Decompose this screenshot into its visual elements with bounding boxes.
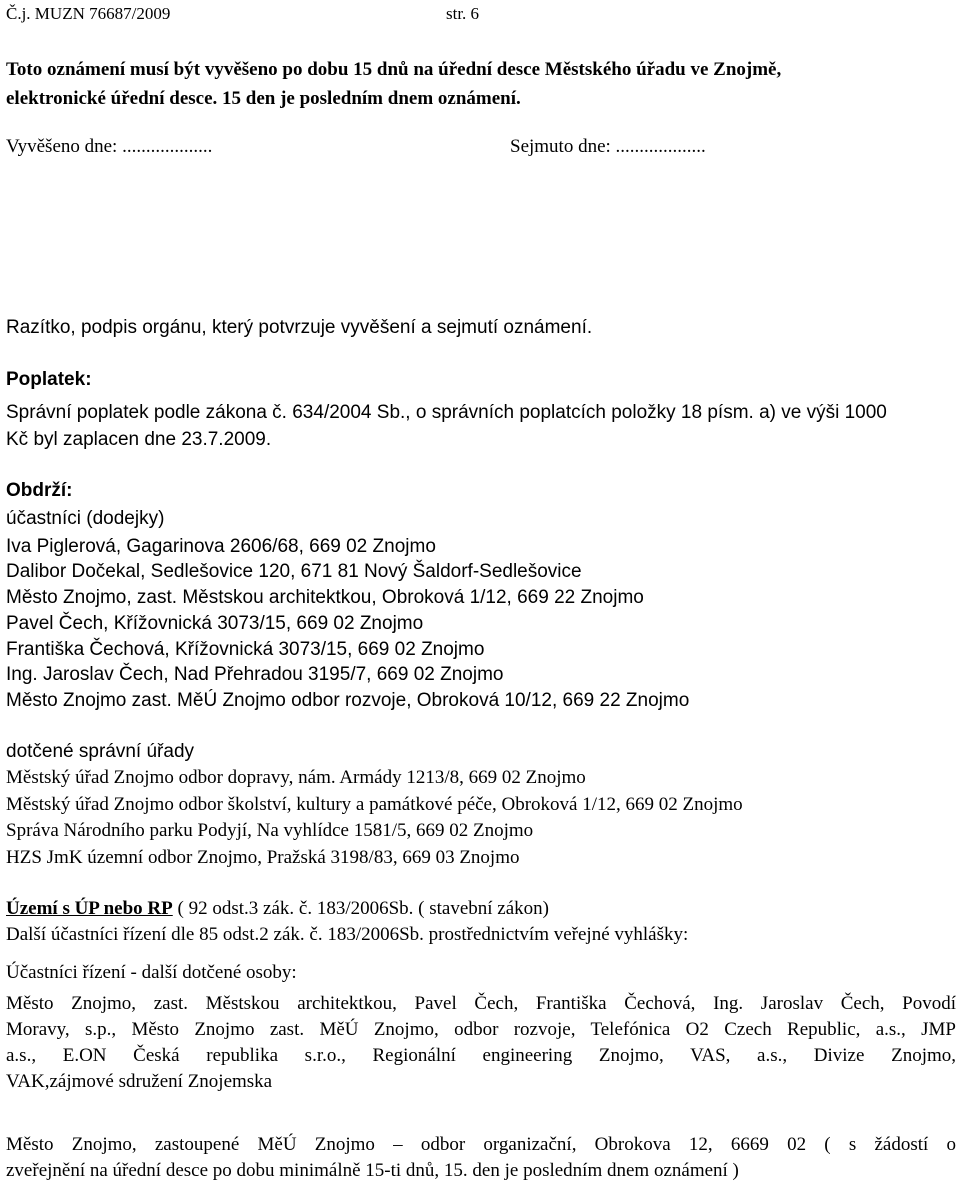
fee-heading: Poplatek: bbox=[6, 369, 92, 390]
final-recipient-line: zveřejnění na úřední desce po dobu minimálně 15-ti dnů, 15. den je posledním dnem oznámení ) bbox=[6, 1160, 739, 1181]
fee-line-1: Správní poplatek podle zákona č. 634/2004 Sb., o správních poplatcích položky 18 písm. a) ve výši 1000 bbox=[6, 402, 887, 423]
authority-line: Městský úřad Znojmo odbor dopravy, nám. Armády 1213/8, 669 02 Znojmo bbox=[6, 767, 586, 788]
authority-line: Správa Národního parku Podyjí, Na vyhlídce 1581/5, 669 02 Znojmo bbox=[6, 820, 534, 841]
stamp-note: Razítko, podpis orgánu, který potvrzuje vyvěšení a sejmutí oznámení. bbox=[6, 317, 593, 338]
document-reference: Č.j. MUZN 76687/2009 bbox=[6, 4, 171, 23]
authority-line: HZS JmK územní odbor Znojmo, Pražská 3198/83, 669 03 Znojmo bbox=[6, 847, 520, 868]
recipients-heading: Obdrží: bbox=[6, 480, 73, 501]
authorities-label: dotčené správní úřady bbox=[6, 741, 195, 762]
notice-line-1: Toto oznámení musí být vyvěšeno po dobu 15 dnů na úřední desce Městského úřadu ve Znojmě, bbox=[6, 59, 782, 80]
other-persons-line: a.s., E.ON Česká republika s.r.o., Regionální engineering Znojmo, VAS, a.s., Divize Znojmo, bbox=[6, 1045, 956, 1066]
other-persons-label: Účastníci řízení - další dotčené osoby: bbox=[6, 962, 297, 983]
fee-line-2: Kč byl zaplacen dne 23.7.2009. bbox=[6, 429, 272, 450]
participant-line: Dalibor Dočekal, Sedlešovice 120, 671 81 Nový Šaldorf-Sedlešovice bbox=[6, 561, 582, 582]
participant-line: Město Znojmo, zast. Městskou architektkou, Obroková 1/12, 669 22 Znojmo bbox=[6, 587, 644, 608]
other-persons-line: VAK,zájmové sdružení Znojemska bbox=[6, 1071, 273, 1092]
participant-line: Pavel Čech, Křížovnická 3073/15, 669 02 Znojmo bbox=[6, 613, 424, 634]
territory-reference: ( 92 odst.3 zák. č. 183/2006Sb. ( stavební zákon) bbox=[172, 898, 549, 919]
other-participants-line: Další účastníci řízení dle 85 odst.2 zák. č. 183/2006Sb. prostřednictvím veřejné vyhlášky: bbox=[6, 924, 689, 945]
participant-line: Město Znojmo zast. MěÚ Znojmo odbor rozvoje, Obroková 10/12, 669 22 Znojmo bbox=[6, 690, 690, 711]
participant-line: Františka Čechová, Křížovnická 3073/15, 669 02 Znojmo bbox=[6, 639, 485, 660]
final-recipient-line: Město Znojmo, zastoupené MěÚ Znojmo – odbor organizační, Obrokova 12, 6669 02 ( s žádostí o bbox=[6, 1134, 956, 1155]
other-persons-line: Moravy, s.p., Město Znojmo zast. MěÚ Znojmo, odbor rozvoje, Telefónica O2 Czech Republic, a.s., JMP bbox=[6, 1019, 956, 1040]
participant-line: Iva Piglerová, Gagarinova 2606/68, 669 02 Znojmo bbox=[6, 536, 436, 557]
territory-heading: Území s ÚP nebo RP bbox=[6, 898, 173, 919]
participants-label: účastníci (dodejky) bbox=[6, 508, 165, 529]
other-persons-line: Město Znojmo, zast. Městskou architektkou, Pavel Čech, Františka Čechová, Ing. Jaroslav Čech, Povodí bbox=[6, 993, 956, 1014]
notice-line-2: elektronické úřední desce. 15 den je posledním dnem oznámení. bbox=[6, 88, 521, 109]
removed-date: Sejmuto dne: ................... bbox=[510, 136, 706, 157]
posted-date: Vyvěšeno dne: ................... bbox=[6, 136, 213, 157]
page-number: str. 6 bbox=[446, 4, 480, 23]
territory-line bbox=[6, 899, 549, 918]
authority-line: Městský úřad Znojmo odbor školství, kultury a památkové péče, Obroková 1/12, 669 02 Znojmo bbox=[6, 794, 743, 815]
participant-line: Ing. Jaroslav Čech, Nad Přehradou 3195/7, 669 02 Znojmo bbox=[6, 664, 504, 685]
